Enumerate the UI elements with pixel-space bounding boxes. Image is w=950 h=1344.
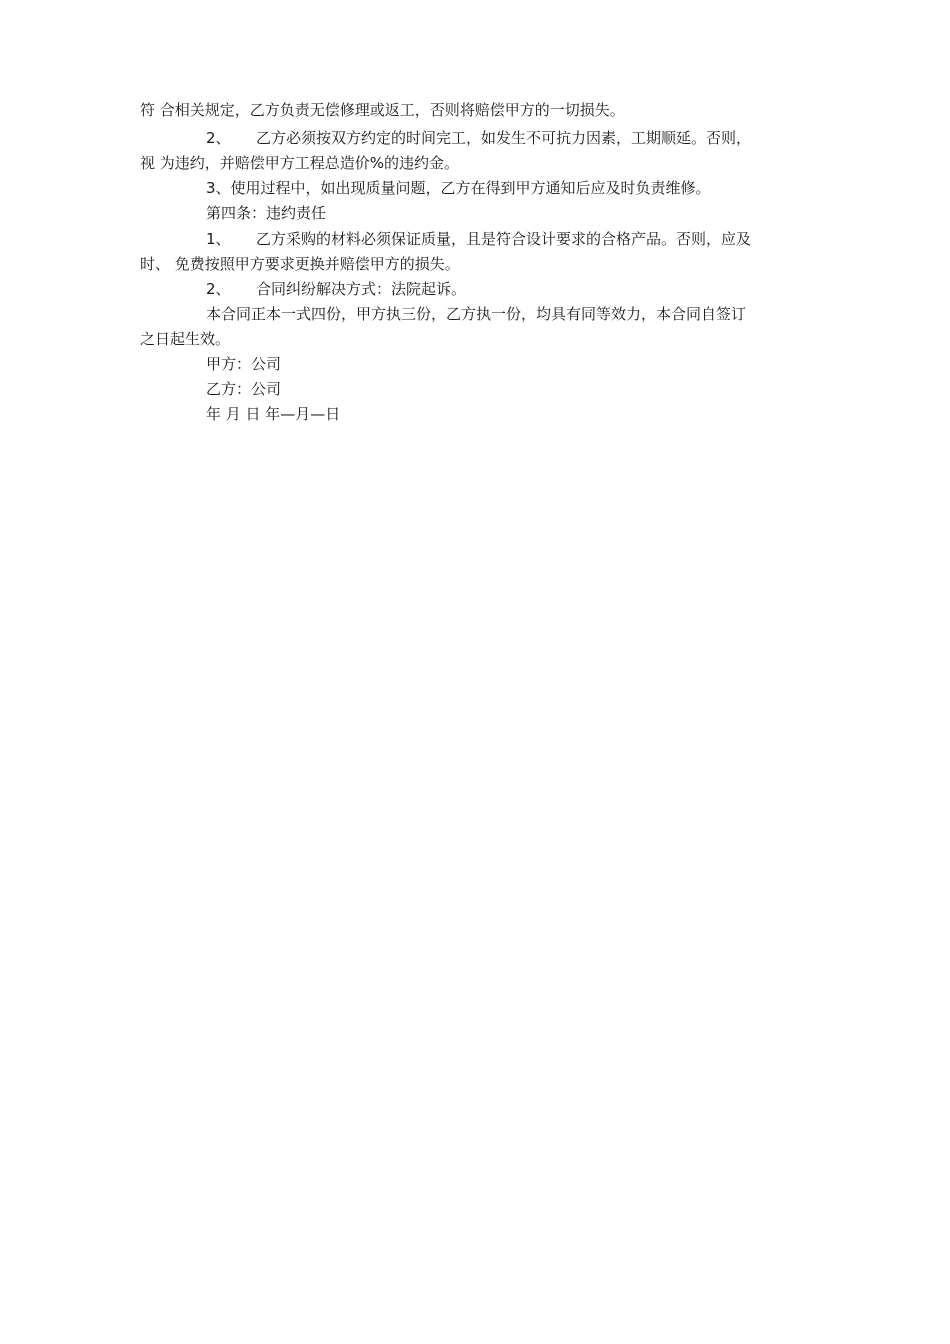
article-4-heading: 第四条：违约责任 [206, 204, 327, 222]
item-number: 2、 [206, 129, 231, 147]
signature-date-line: 年 月 日 年—月—日 [206, 405, 341, 423]
party-b-signature: 乙方：公司 [206, 380, 282, 398]
party-a-signature: 甲方：公司 [206, 355, 282, 373]
item-2-continuation: 视 为违约，并赔偿甲方工程总造价%的违约金。 [140, 154, 460, 172]
item-text: 合同纠纷解决方式：法院起诉。 [256, 280, 467, 298]
item-text: 乙方采购的材料必须保证质量，且是符合设计要求的合格产品。否则，应及 [256, 230, 752, 248]
item-3-line: 3、使用过程中，如出现质量问题，乙方在得到甲方通知后应及时负责维修。 [206, 179, 711, 197]
article-4-item-1-line [206, 229, 751, 249]
item-number: 1、 [206, 230, 231, 248]
article-4-item-2-line [206, 279, 466, 299]
copies-clause-line-2: 之日起生效。 [140, 330, 231, 348]
article-4-item-1-continuation: 时、 免费按照甲方要求更换并赔偿甲方的损失。 [140, 255, 460, 273]
item-number: 2、 [206, 280, 231, 298]
item-2-line [206, 128, 751, 148]
text-line-quality-clause: 符 合相关规定，乙方负责无偿修理或返工，否则将赔偿甲方的一切损失。 [140, 101, 625, 119]
copies-clause-line-1: 本合同正本一式四份，甲方执三份，乙方执一份，均具有同等效力，本合同自签订 [206, 305, 747, 323]
item-text: 乙方必须按双方约定的时间完工，如发生不可抗力因素，工期顺延。否则， [256, 129, 752, 147]
